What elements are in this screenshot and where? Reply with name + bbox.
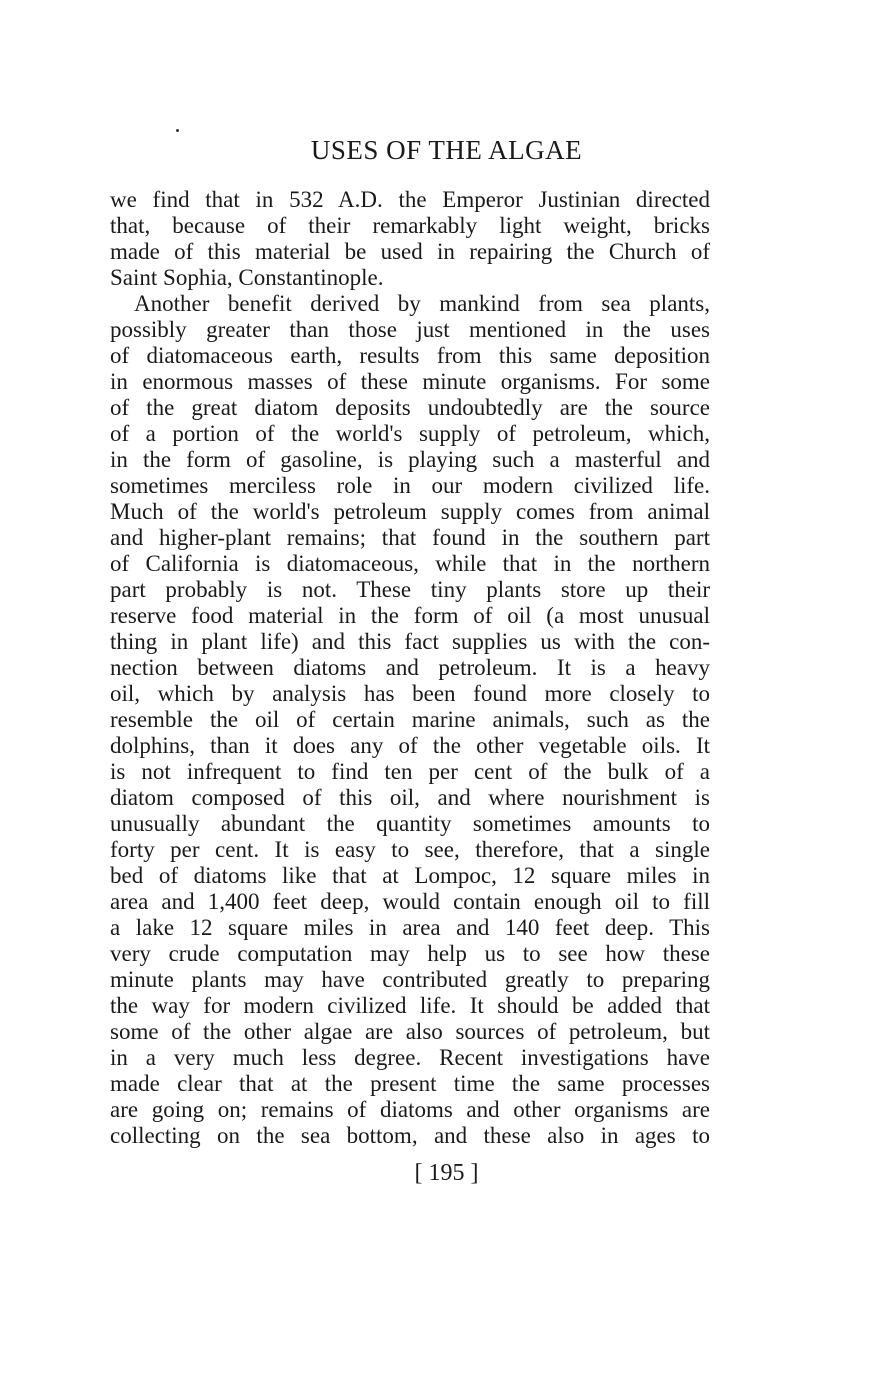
text-line: some of the other algae are also sources of petroleum, but	[110, 1019, 710, 1044]
text-line: minute plants may have contributed greatly to preparing	[110, 967, 710, 992]
text-line: of diatomaceous earth, results from this same deposition	[110, 343, 710, 368]
text-line: and higher-plant remains; that found in the southern part	[110, 525, 710, 550]
text-line: bed of diatoms like that at Lompoc, 12 square miles in	[110, 863, 710, 888]
text-line: very crude computation may help us to see how these	[110, 941, 710, 966]
text-line: reserve food material in the form of oil (a most unusual	[110, 603, 710, 628]
text-line: is not infrequent to find ten per cent of the bulk of a	[110, 759, 710, 784]
text-line: sometimes merciless role in our modern civilized life.	[110, 473, 710, 498]
text-line: nection between diatoms and petroleum. It is a heavy	[110, 655, 710, 680]
text-line: possibly greater than those just mentioned in the uses	[110, 317, 710, 342]
text-line: part probably is not. These tiny plants store up their	[110, 577, 710, 602]
text-line: a lake 12 square miles in area and 140 feet deep. This	[110, 915, 710, 940]
text-line: of the great diatom deposits undoubtedly are the source	[110, 395, 710, 420]
text-line: of a portion of the world's supply of petroleum, which,	[110, 421, 710, 446]
text-line: the way for modern civilized life. It should be added that	[110, 993, 710, 1018]
page-number: [ 195 ]	[414, 1160, 479, 1186]
body-text	[110, 187, 710, 1149]
text-line: made clear that at the present time the same processes	[110, 1071, 710, 1096]
text-line: Much of the world's petroleum supply comes from animal	[110, 499, 710, 524]
print-speck	[176, 129, 179, 132]
text-line: Saint Sophia, Constantinople.	[110, 265, 384, 290]
text-line: we find that in 532 A.D. the Emperor Justinian directed	[110, 187, 710, 212]
text-line: diatom composed of this oil, and where nourishment is	[110, 785, 710, 810]
text-line: oil, which by analysis has been found more closely to	[110, 681, 710, 706]
text-line: Another benefit derived by mankind from sea plants,	[134, 291, 710, 316]
text-line: thing in plant life) and this fact supplies us with the con-	[110, 629, 710, 654]
text-line: in the form of gasoline, is playing such a masterful and	[110, 447, 710, 472]
text-line: of California is diatomaceous, while that in the northern	[110, 551, 710, 576]
text-line: unusually abundant the quantity sometimes amounts to	[110, 811, 710, 836]
text-line: collecting on the sea bottom, and these also in ages to	[110, 1123, 710, 1148]
text-line: dolphins, than it does any of the other vegetable oils. It	[110, 733, 710, 758]
running-head: USES OF THE ALGAE	[310, 135, 583, 165]
text-line: forty per cent. It is easy to see, therefore, that a single	[110, 837, 710, 862]
text-line: in enormous masses of these minute organisms. For some	[110, 369, 710, 394]
text-line: are going on; remains of diatoms and other organisms are	[110, 1097, 710, 1122]
text-line: that, because of their remarkably light weight, bricks	[110, 213, 710, 238]
text-line: area and 1,400 feet deep, would contain enough oil to fill	[110, 889, 710, 914]
text-line: in a very much less degree. Recent investigations have	[110, 1045, 710, 1070]
text-line: resemble the oil of certain marine animals, such as the	[110, 707, 710, 732]
text-line: made of this material be used in repairing the Church of	[110, 239, 710, 264]
